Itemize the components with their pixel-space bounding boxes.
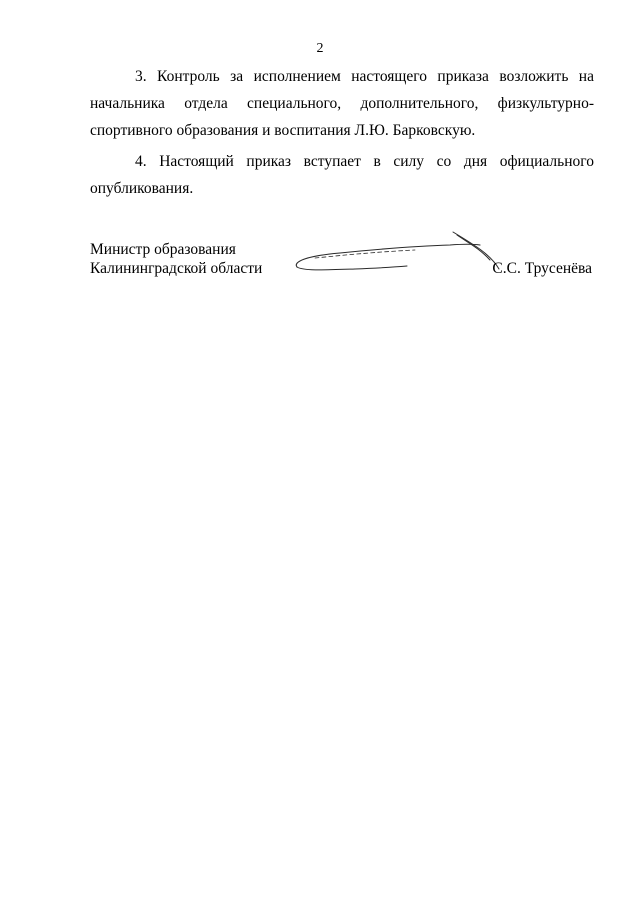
page-number: 2 xyxy=(316,41,324,56)
signature-stroke-lower xyxy=(297,266,407,270)
signatory-position xyxy=(90,240,262,278)
document-body xyxy=(90,63,594,202)
position-line-2: Калининградской области xyxy=(90,260,263,277)
handwritten-signature xyxy=(285,222,515,282)
signature-stroke-hook xyxy=(457,235,490,260)
signatory-name: С.С. Трусенёва xyxy=(492,260,592,277)
signature-stroke-main xyxy=(296,244,480,267)
paragraph-effective-clause: 4. Настоящий приказ вступает в силу со дня официального опубликования. xyxy=(90,153,594,197)
paragraph-control-clause: 3. Контроль за исполнением настоящего приказа возложить на начальника отдела специального, дополнительного, физкультурно-спортивного образования и воспитания Л.Ю. Барковскую. xyxy=(90,68,594,139)
position-line-1: Министр образования xyxy=(90,241,236,258)
